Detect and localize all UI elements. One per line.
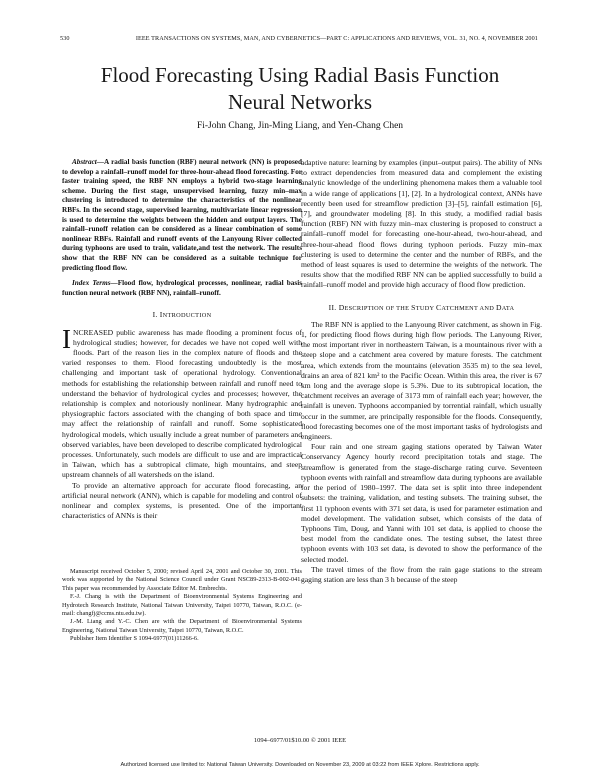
- copyright-line: 1094–6977/01$10.00 © 2001 IEEE: [253, 737, 347, 744]
- license-notice: Authorized licensed use limited to: National Taiwan University. Downloaded on November 23, 2009 at 03:22 from IEEE Xplore. Restrictions apply.: [120, 762, 480, 768]
- right-column: [301, 158, 542, 585]
- drop-cap: I: [62, 323, 71, 354]
- footnote-authors-2-3: J.-M. Liang and Y.-C. Chen are with the Department of Bioenvironmental Systems Engineering, National Taiwan University, Taipei 10770, Taiwan, R.O.C.: [62, 618, 302, 634]
- title-line-2: Neural Networks: [227, 90, 373, 114]
- paper-title: [40, 62, 560, 116]
- footnote-publisher-id: Publisher Item Identifier S 1094-6977(01)11266-6.: [70, 635, 199, 643]
- abstract-label: Abstract—: [72, 158, 104, 166]
- journal-header: IEEE TRANSACTIONS ON SYSTEMS, MAN, AND CYBERNETICS—PART C: APPLICATIONS AND REVIEWS, VOL. 31, NO. 4, NOVEMBER 2001: [135, 35, 538, 42]
- catchment-paragraph-2: Four rain and one stream gaging stations operated by Taiwan Water Conservancy Agency hourly record precipitation totals and stage. The streamflow is generated from the stage-discharge rating curve. Seventeen typhoon events with rainfall and streamflow data during typhoons are available for the period of 1980–1997. The data set is split into three independent subsets: the training, validation, and testing subsets. The training subset, the first 11 typhoon events with 371 set data, is used for parameter estimation and model development. The validation subset, which consists of the data of Typhoons Tim, Doug, and Yanni with 101 set data, is applied to choose the best model from the candidate ones. The testing subset, the latest three typhoon events with 103 set data, is devoted to show the performance of the selected model.: [301, 442, 542, 564]
- index-terms: [62, 279, 302, 298]
- intro-continuation: adaptive nature: learning by examples (input–output pairs). The ability of NNs to extract dependencies from measured data and complement the existing analytic knowledge of the underlining phenomena makes them a valuable tool in a wide range of applications [1], [2]. In a hydrological context, ANNs have recently been used for streamflow prediction [3]–[5], rainfall estimation [6], [7], and groundwater modeling [8]. In this study, a modified radial basis function (RBF) NN with fuzzy min–max clustering is proposed to construct a rainfall–runoff model for forecasting one-hour-ahead, two-hour-ahead, and three-hour-ahead flood flows during typhoon periods. Fuzzy min–max clustering is used to determine the center and the number of RBFs, and the method of least squares is used to determine the weights of the network. The results show that the modified RBF NN can be applied successfully to build a rainfall–runoff model and provide high accuracy of flood flow prediction.: [301, 158, 542, 290]
- title-line-1: Flood Forecasting Using Radial Basis Function: [100, 63, 500, 87]
- index-terms-text: Flood flow, hydrological processes, nonlinear, radial basis function neural network (RBF NN), rainfall–runoff.: [62, 279, 302, 297]
- index-terms-label: Index Terms—: [72, 279, 118, 288]
- catchment-paragraph-1: The RBF NN is applied to the Lanyoung River catchment, as shown in Fig. 1, for predicting flood flows during high flow periods. The Lanyoung River, the most important river in northeastern Taiwan, is a mountainous river with a steep slope and a catchment area covered by mature forests. The catchment area, which extends from the mountains (elevation 3535 m) to the sea level, drains an area of 821 km² to the Pacific Ocean. Within this area, the river is 67 km long and the average slope is 5.3%. Due to its subtropical location, the catchment receives an average of 3173 mm of rainfall each year; however, the rainfall is uneven. Typhoons accompanied by torrential rainfall, which usually occur in the summer, are principally responsible for the floods. Consequently, flood forecasting becomes one of the most important tasks of hydrologists and engineers.: [301, 319, 542, 442]
- abstract-text: A radial basis function (RBF) neural network (NN) is proposed to develop a rainfall–runoff model for three-hour-ahead flood forecasting. For faster training speed, the RBF NN employs a hybrid two-stage learning scheme. During the first stage, unsupervised learning, fuzzy min–max clustering is introduced to determine the characteristics of the nonlinear RBFs. In the second stage, supervised learning, multivariate linear regression is used to determine the weights between the hidden and output layers. The rainfall–runoff relation can be considered as a linear combination of some nonlinear RBFs. Rainfall and runoff events of the Lanyoung River collected during typhoons are used to train, validate,and test the network. The results show that the RBF NN can be considered as a suitable technique for predicting flood flow.: [62, 158, 302, 272]
- catchment-paragraph-3: The travel times of the flow from the rain gage stations to the stream gaging station are less than 3 h because of the steep: [301, 564, 542, 584]
- intro-paragraph-1: INCREASED public awareness has made flooding a prominent focus of hydrological studies; however, for decades we have not coped well with floods. Part of the reason lies in the complex nature of floods and the varied responses to them. Flood forecasting undoubtedly is the most challenging and important task of operational hydrology. Conventional methods for establishing the relationship between rainfall and runoff need to understand the behavior of hydrological cycles and processes; however, the relationship is complex and notoriously nonlinear. Many hydrographic and physiographic factors associated with the changing of both space and time may affect the relationship of rainfall and runoff. Some sophisticated hydrological models, which usually include a great number of parameters and observed variables, have been developed to describe complicated hydrological processes. Unfortunately, such models are difficult to use and are impractical in Taiwan, which has a subtropical climate, high mountains, and steep upstream channels of all watersheds on the island.: [62, 323, 302, 480]
- page-number: 530: [60, 35, 70, 42]
- footnote-author-1: F.-J. Chang is with the Department of Bioenvironmental Systems Engineering and Hydrotech Research Institute, National Taiwan University, Taipei 10770, Taiwan, R.O.C. (e-mail: changfj@ccms.ntu.edu.tw).: [62, 593, 302, 618]
- section-heading-introduction: I. INTRODUCTION: [152, 310, 212, 320]
- intro-paragraph-2: To provide an alternative approach for accurate flood forecasting, an artificial neural network (ANN), which is capable for modeling and control of nonlinear and complex systems, is presented. One of the important characteristics of ANNs is their: [62, 480, 302, 521]
- left-column: [62, 158, 302, 521]
- footnotes: [62, 568, 302, 644]
- authors: Fi-John Chang, Jin-Ming Liang, and Yen-Chang Chen: [196, 121, 404, 131]
- footnote-manuscript: Manuscript received October 5, 2000; revised April 24, 2001 and October 30, 2001. This work was supported by the National Science Council under Grant NSC89-2313-B-002-041. This paper was recommended by Associate Editor M. Embrechts.: [62, 568, 302, 592]
- section-heading-study-catchment: II. DESCRIPTION OF THE STUDY CATCHMENT AND DATA: [328, 302, 515, 312]
- abstract: [62, 158, 302, 273]
